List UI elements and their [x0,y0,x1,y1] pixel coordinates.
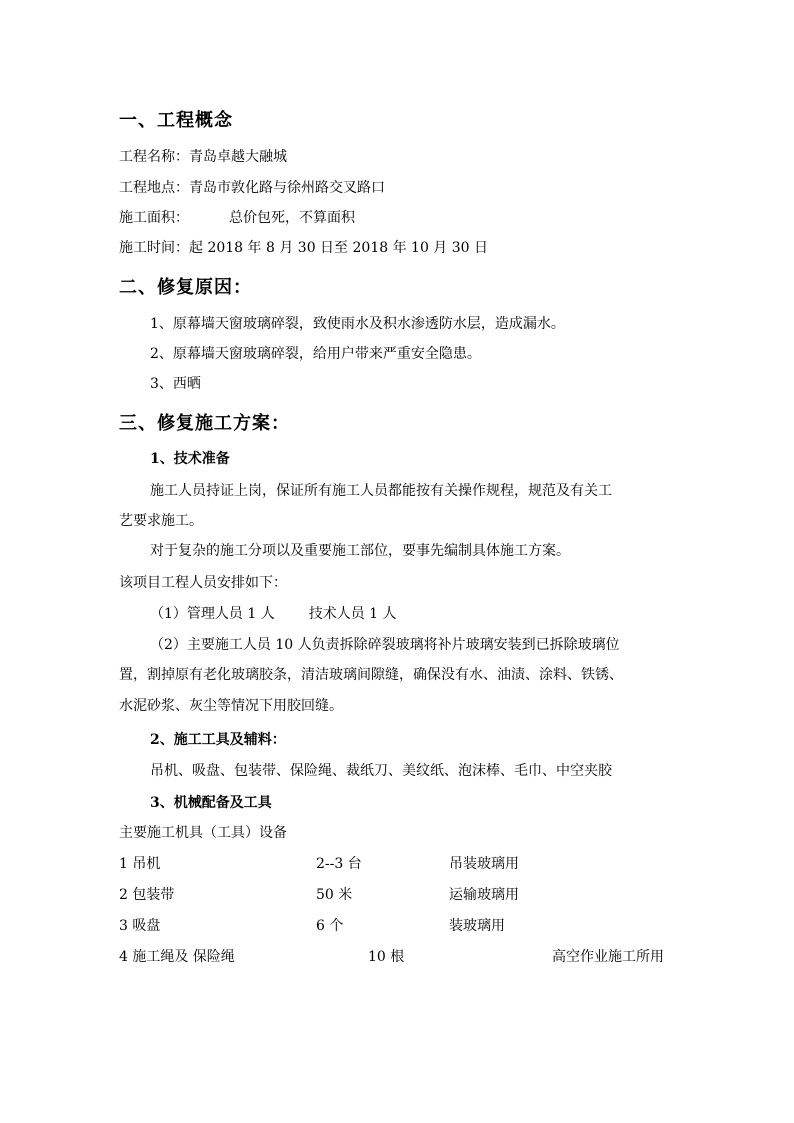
tech-prep-para2: 对于复杂的施工分项以及重要施工部位，要事先编制具体施工方案。 [150,543,570,559]
equipment-use: 装玻璃用 [449,918,505,934]
reason-item: 2、原幕墙天窗玻璃碎裂，给用户带来严重安全隐患。 [150,346,481,362]
construction-area [119,207,355,227]
equipment-qty: 6 个 [316,918,344,934]
staff-item-2-line3: 水泥砂浆、灰尘等情况下用胶回缝。 [119,698,343,714]
project-location: 工程地点：青岛市敦化路与徐州路交叉路口 [119,180,385,196]
equipment-qty: 2--3 台 [316,856,362,872]
equipment-table-title: 主要施工机具（工具）设备 [119,825,287,841]
tech-prep-para1-line1: 施工人员持证上岗，保证所有施工人员都能按有关操作规程，规范及有关工 [150,483,612,499]
section2-title: 二、修复原因： [119,277,252,298]
sub2-title: 2、施工工具及辅料： [150,732,286,748]
section3-title: 三、修复施工方案： [119,413,290,434]
construction-time: 施工时间：起 2018 年 8 月 30 日至 2018 年 10 月 30 日 [119,240,489,256]
equipment-name: 2 包装带 [119,887,175,903]
sub1-title: 1、技术准备 [150,451,230,467]
area-label: 施工面积： [119,210,189,226]
sub3-title: 3、机械配备及工具 [150,795,272,811]
staff-item-2-line1: （2）主要施工人员 10 人负责拆除碎裂玻璃将补片玻璃安装到已拆除玻璃位 [150,637,620,653]
section1-title: 一、工程概念 [119,110,233,131]
tools-list: 吊机、吸盘、包装带、保险绳、裁纸刀、美纹纸、泡沫棒、毛巾、中空夹胶 [150,763,612,779]
equipment-qty: 50 米 [316,887,353,903]
equipment-name: 1 吊机 [119,856,161,872]
staff-intro: 该项目工程人员安排如下： [119,575,287,591]
tech-prep-para1-line2: 艺要求施工。 [119,513,203,529]
staff-item-1 [150,603,397,623]
staff-item-2-line2: 置，割掉原有老化玻璃胶条，清洁玻璃间隙缝，确保没有水、油渍、涂料、铁锈、 [119,667,623,683]
project-name: 工程名称：青岛卓越大融城 [119,149,287,165]
equipment-name: 4 施工绳及 保险绳 [119,949,235,965]
equipment-use: 高空作业施工所用 [552,949,664,965]
staff-technical: 技术人员 1 人 [308,606,397,622]
reason-item: 3、西晒 [150,376,201,392]
equipment-qty: 10 根 [368,949,405,965]
equipment-use: 运输玻璃用 [449,887,519,903]
equipment-name: 3 吸盘 [119,918,161,934]
equipment-use: 吊装玻璃用 [449,856,519,872]
area-value: 总价包死，不算面积 [229,210,355,226]
reason-item: 1、原幕墙天窗玻璃碎裂，致使雨水及积水渗透防水层，造成漏水。 [150,316,565,332]
staff-management: （1）管理人员 1 人 [150,606,275,622]
